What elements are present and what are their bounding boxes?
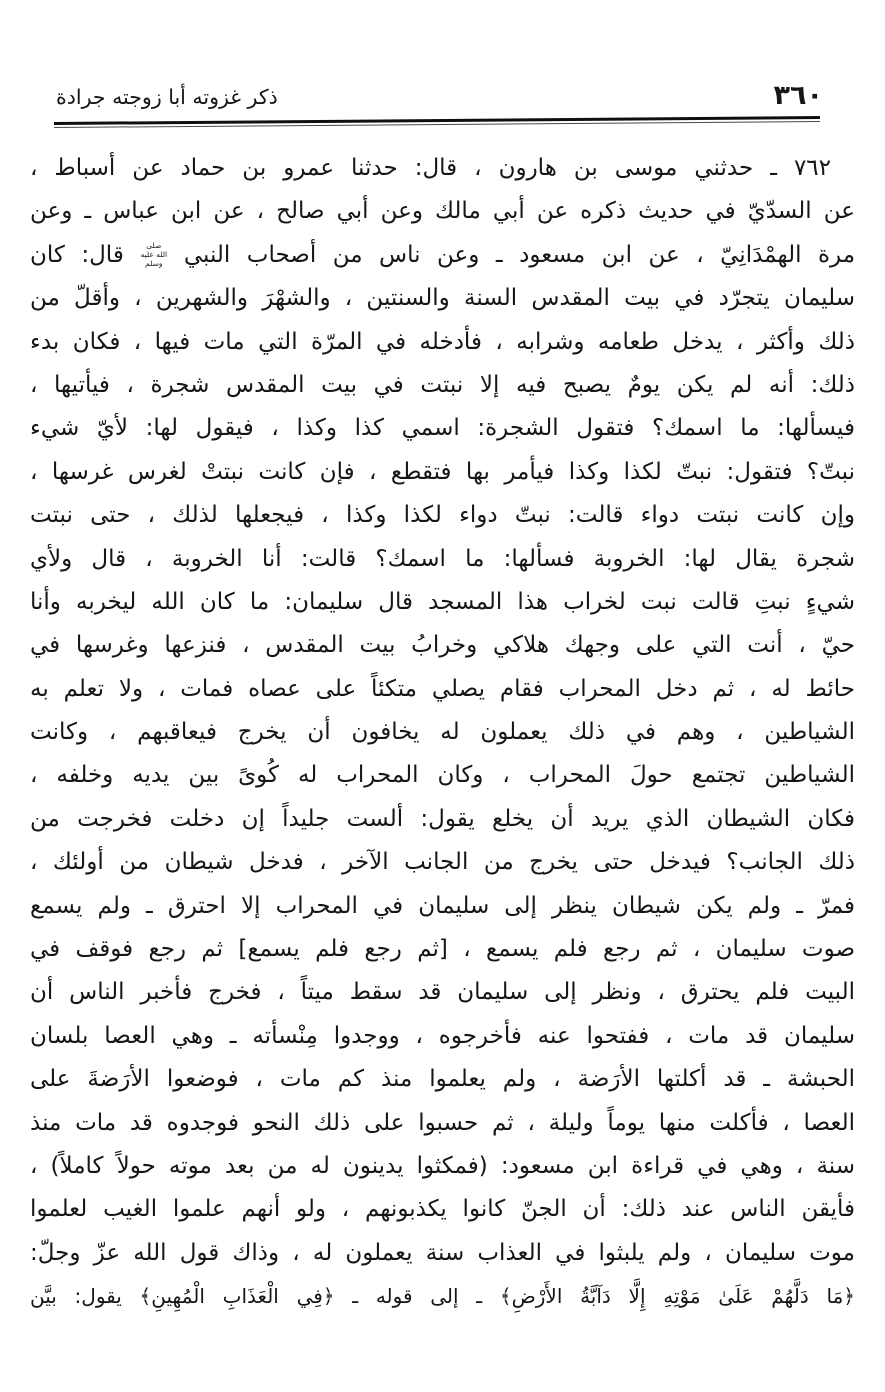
text-segment: مرة الهمْدَانِيّ ، عن ابن مسعود ـ وعن ناس من أصحاب النبي [183, 241, 855, 268]
text-segment: قال: كان [30, 241, 124, 268]
text-line: ٧٦٢ ـ حدثني موسى بن هارون ، قال: حدثنا عمرو بن حماد عن أسباط ، [30, 155, 831, 181]
text-line: نبتّ؟ فتقول: نبتّ لكذا وكذا فيأمر بها فتقطع ، فإن كانت نبتتْ لغرس غرسها ، [30, 458, 855, 485]
text-line: سليمان يتجرّد في بيت المقدس السنة والسنتين ، والشهْرَ والشهرين ، وأقلّ من [30, 285, 855, 312]
text-line: الحبشة ـ قد أكلتها الأرَضة ، ولم يعلموا منذ كم مات ، فوضعوا الأرَضةَ على [30, 1066, 855, 1093]
text-line: العصا ، فأكلت منها يوماً وليلة ، ثم حسبوا على ذلك النحو فوجدوه قد مات منذ [30, 1109, 855, 1136]
text-line: صوت سليمان ، ثم رجع فلم يسمع ، [ثم رجع فلم يسمع] ثم رجع فوقف في [30, 936, 855, 963]
text-line: الشياطين تجتمع حولَ المحراب ، وكان المحراب له كُوىً بين يديه وخلفه ، [30, 762, 855, 789]
text-line: حائط له ، ثم دخل المحراب فقام يصلي متكئاً على عصاه فمات ، ولا تعلم به [30, 675, 855, 702]
text-line: عن السدّيّ في حديث ذكره عن أبي مالك وعن أبي صالح ، عن ابن عباس ـ وعن [30, 198, 855, 225]
text-line: ذلك وأكثر ، يدخل طعامه وشرابه ، فأدخله في المرّة التي مات فيها ، فكان بدء [30, 328, 855, 355]
header-divider [54, 116, 820, 128]
text-line: الشياطين ، وهم في ذلك يعملون له يخافون أن يخرج فيعاقبهم ، وكانت [30, 719, 855, 746]
text-line: فأيقن الناس عند ذلك: أن الجنّ كانوا يكذبونهم ، ولو أنهم علموا الغيب لعلموا [30, 1196, 855, 1223]
text-line: شيءٍ نبتِ قالت نبت لخراب هذا المسجد قال سليمان: ما كان الله ليخربه وأنا [30, 588, 855, 615]
text-line: موت سليمان ، ولم يلبثوا في العذاب سنة يعملون له ، وذاك قول الله عزّ وجلّ: [30, 1239, 855, 1266]
text-line: فمرّ ـ ولم يكن شيطان ينظر إلى سليمان في المحراب إلا احترق ـ ولم يسمع [30, 892, 855, 919]
text-line: حيّ ، أنت التي على وجهك هلاكي وخرابُ بيت المقدس ، فنزعها وغرسها في [30, 632, 855, 659]
text-line: فيسألها: ما اسمك؟ فتقول الشجرة: اسمي كذا وكذا ، فيقول لها: لأيّ شيء [30, 415, 855, 442]
page-header [0, 0, 885, 109]
pbuh-ligature: صلى الله عليه وسلم [140, 241, 168, 268]
text-line: البيت فلم يحترق ، ونظر إلى سليمان قد سقط ميتاً ، فخرج فأخبر الناس أن [30, 979, 855, 1006]
quran-verse-line: ﴿مَا دَلَّهُمْ عَلَىٰ مَوْتِهِ إِلَّا دَآبَّةُ الأَرْضِ﴾ ـ إلى قوله ـ ﴿فِي الْعَذَابِ الْمُهِينِ﴾ يقول: بيَّن [30, 1284, 855, 1309]
body-text-block [30, 147, 855, 1319]
text-line: سليمان قد مات ، ففتحوا عنه فأخرجوه ، ووجدوا مِنْسأته ـ وهي العصا بلسان [30, 1022, 855, 1049]
text-line: سنة ، وهي في قراءة ابن مسعود: (فمكثوا يدينون له من بعد موته حولاً كاملاً) ، [30, 1152, 855, 1179]
text-line: فكان الشيطان الذي يريد أن يخلع يقول: ألست جليداً إن دخلت فخرجت من [30, 805, 855, 832]
running-head-title: ذكر غزوته أبا زوجته جرادة [56, 84, 278, 109]
text-line [30, 234, 855, 277]
page-number: ٣٦٠ [773, 80, 823, 111]
text-line: ذلك الجانب؟ فيدخل حتى يخرج من الجانب الآخر ، فدخل شيطان من أولئك ، [30, 849, 855, 876]
text-line: ذلك: أنه لم يكن يومٌ يصبح فيه إلا نبتت في بيت المقدس شجرة ، فيأتيها ، [30, 371, 855, 398]
text-line: شجرة يقال لها: الخروبة فسألها: ما اسمك؟ قالت: أنا الخروبة ، قال ولأي [30, 545, 855, 572]
text-line: وإن كانت نبتت دواء قالت: نبتّ دواء لكذا وكذا ، فيجعلها لذلك ، حتى نبتت [30, 502, 855, 529]
